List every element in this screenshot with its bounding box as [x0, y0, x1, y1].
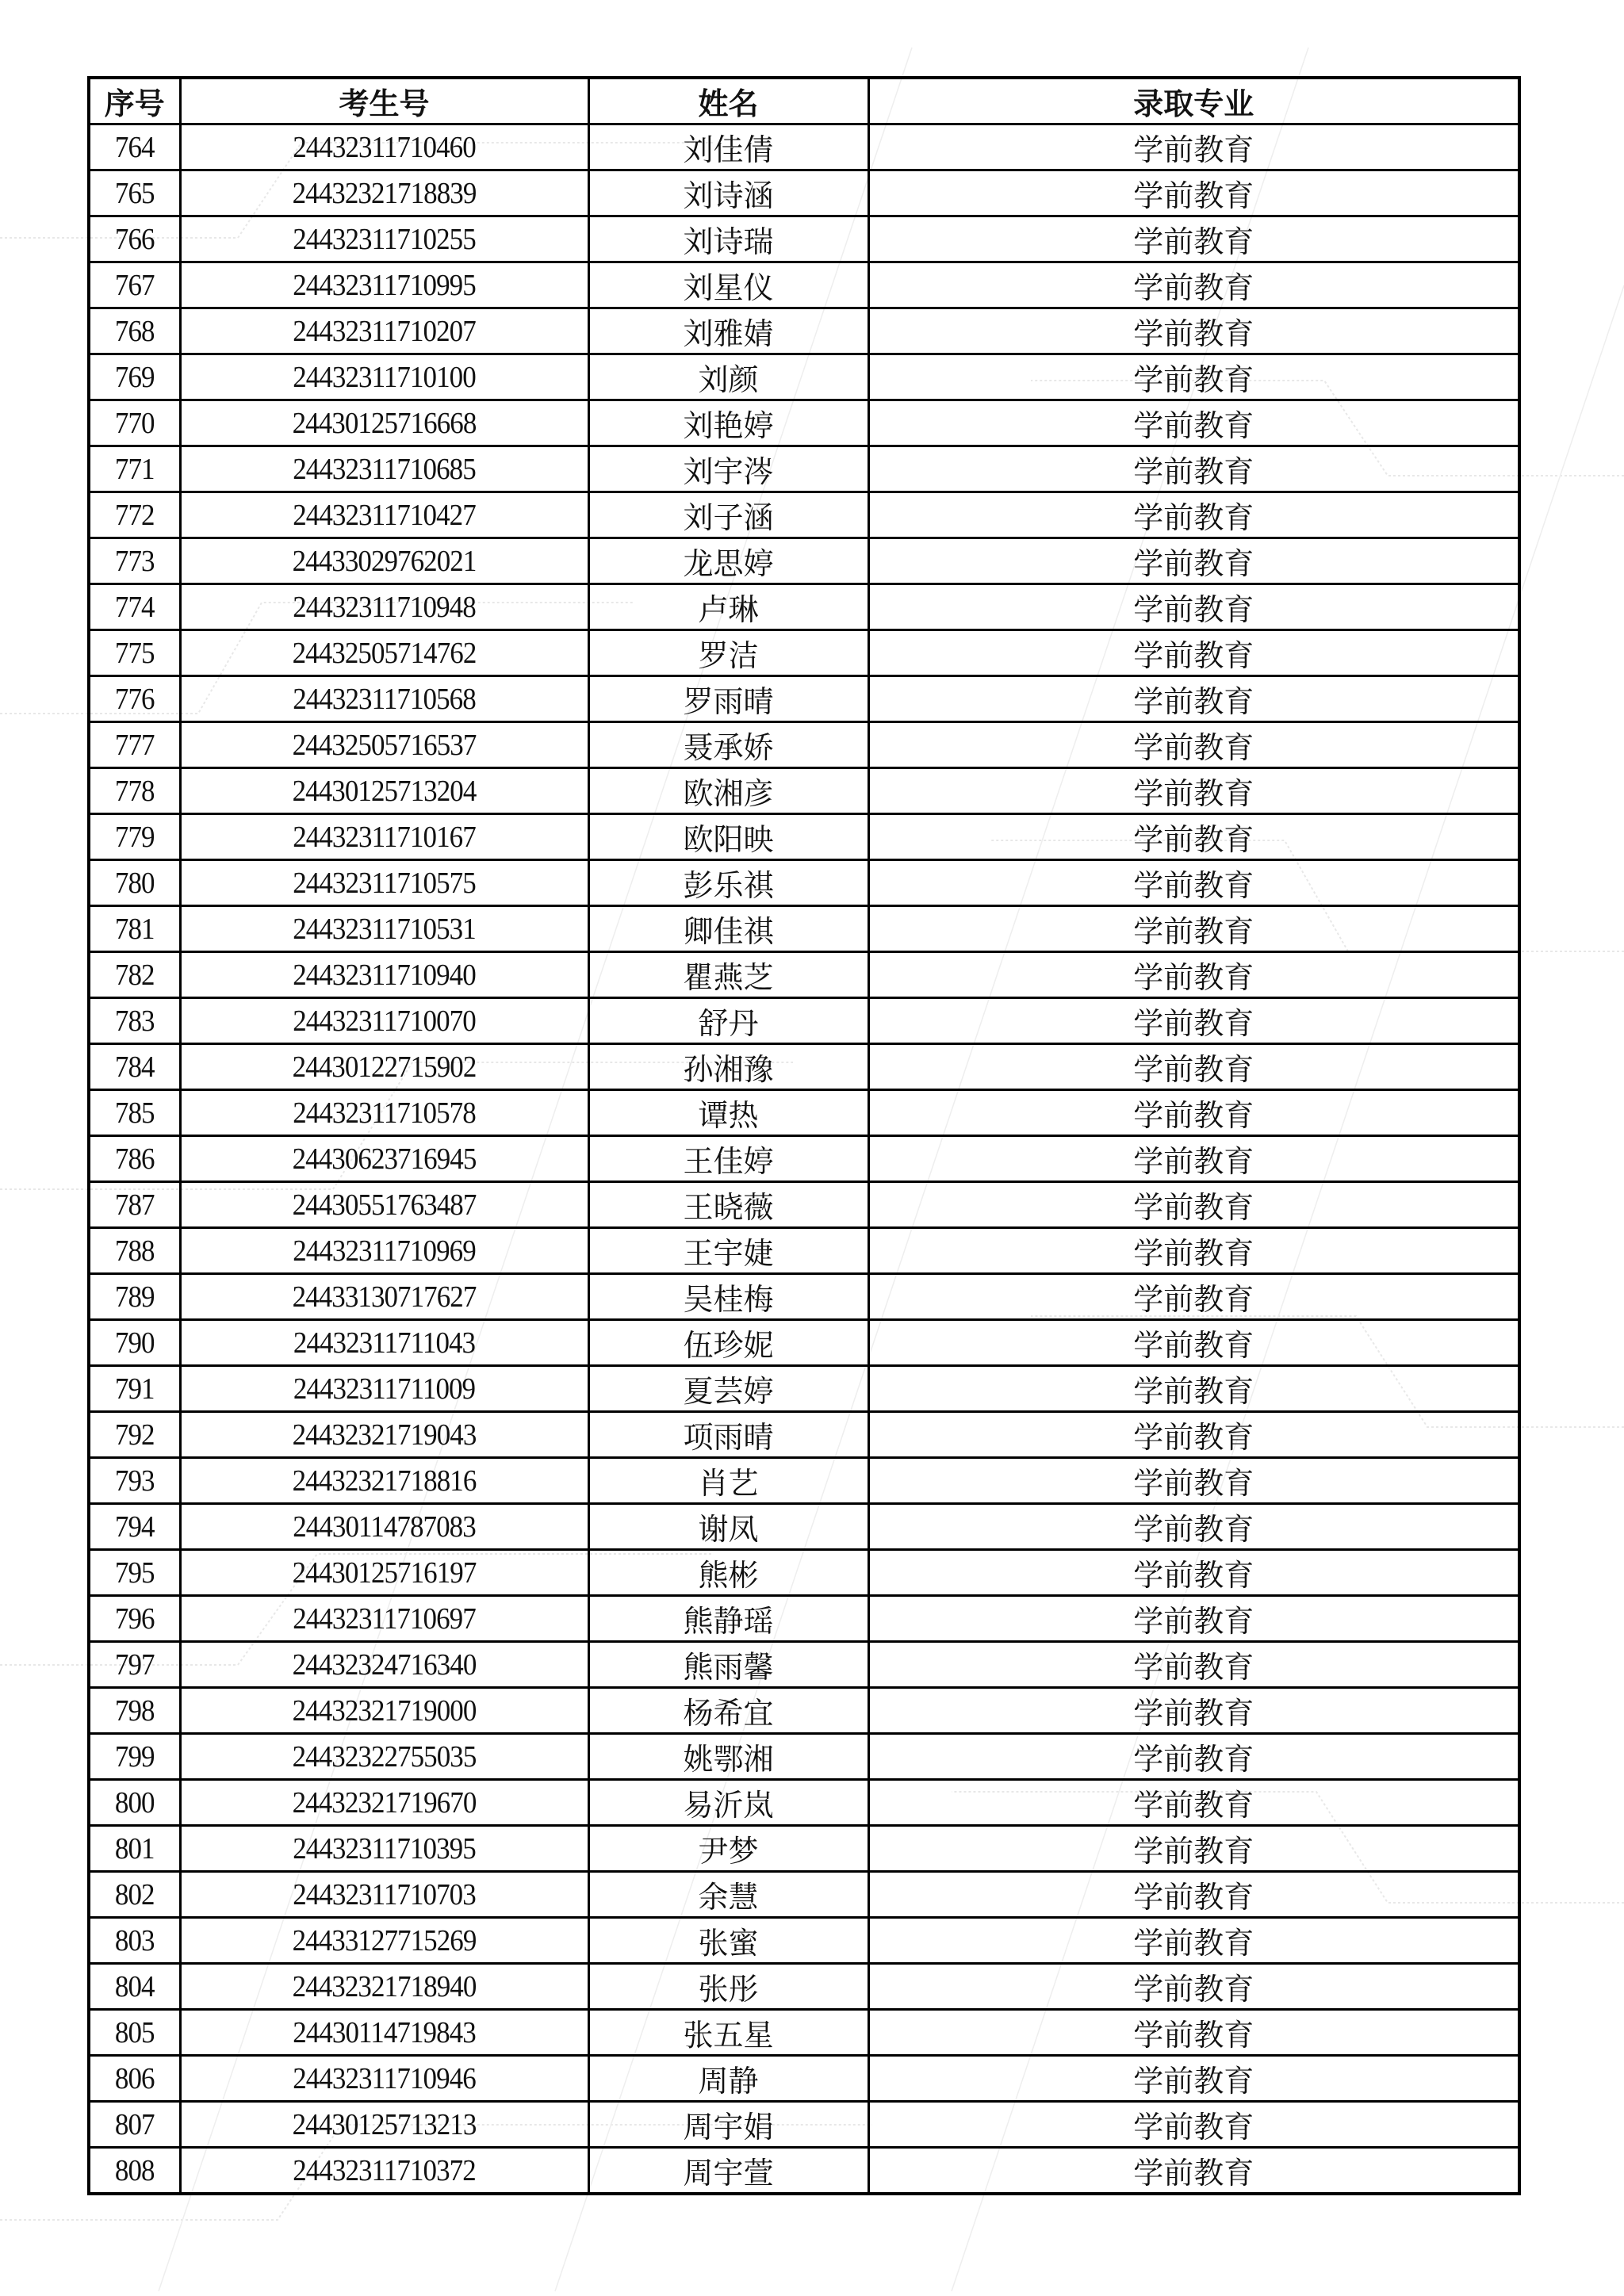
table-row: [89, 1918, 1519, 1964]
exam-id-cell: 24433127715269: [197, 1918, 573, 1964]
name-cell: 刘颜: [588, 354, 868, 400]
serial-number-cell: 780: [93, 860, 177, 906]
header-name: 姓名: [588, 78, 868, 124]
major-cell: 学前教育: [868, 1964, 1519, 2010]
serial-number-cell: 772: [93, 492, 177, 538]
name-cell: 熊雨馨: [588, 1642, 868, 1688]
exam-id-cell: 24430125716668: [197, 400, 573, 446]
exam-id-cell: 24430125713213: [197, 2102, 573, 2148]
table-row: [89, 1550, 1519, 1596]
table-row: [89, 584, 1519, 630]
name-cell: 刘艳婷: [588, 400, 868, 446]
exam-id-cell: 24430125716197: [197, 1550, 573, 1596]
name-cell: 聂承娇: [588, 722, 868, 768]
serial-number-cell: 802: [93, 1872, 177, 1918]
table-row: [89, 906, 1519, 952]
exam-id-cell: 24430122715902: [197, 1044, 573, 1090]
major-cell: 学前教育: [868, 1826, 1519, 1872]
name-cell: 熊静瑶: [588, 1596, 868, 1642]
name-cell: 王晓薇: [588, 1182, 868, 1228]
major-cell: 学前教育: [868, 768, 1519, 814]
serial-number-cell: 764: [93, 124, 177, 170]
serial-number-cell: 785: [93, 1090, 177, 1136]
table-row: [89, 2148, 1519, 2195]
major-cell: 学前教育: [868, 124, 1519, 170]
name-cell: 谭热: [588, 1090, 868, 1136]
major-cell: 学前教育: [868, 2102, 1519, 2148]
name-cell: 彭乐祺: [588, 860, 868, 906]
table-row: [89, 1734, 1519, 1780]
table-row: [89, 1090, 1519, 1136]
major-cell: 学前教育: [868, 1780, 1519, 1826]
major-cell: 学前教育: [868, 1458, 1519, 1504]
name-cell: 罗雨晴: [588, 676, 868, 722]
exam-id-cell: 24432311710460: [197, 124, 573, 170]
serial-number-cell: 784: [93, 1044, 177, 1090]
serial-number-cell: 807: [93, 2102, 177, 2148]
serial-number-cell: 808: [93, 2148, 177, 2195]
serial-number-cell: 765: [93, 170, 177, 216]
major-cell: 学前教育: [868, 354, 1519, 400]
major-cell: 学前教育: [868, 584, 1519, 630]
serial-number-cell: 795: [93, 1550, 177, 1596]
serial-number-cell: 782: [93, 952, 177, 998]
serial-number-cell: 783: [93, 998, 177, 1044]
serial-number-cell: 798: [93, 1688, 177, 1734]
major-cell: 学前教育: [868, 1366, 1519, 1412]
table-row: [89, 354, 1519, 400]
table-row: [89, 768, 1519, 814]
major-cell: 学前教育: [868, 1642, 1519, 1688]
exam-id-cell: 24432311710255: [197, 216, 573, 262]
major-cell: 学前教育: [868, 446, 1519, 492]
major-cell: 学前教育: [868, 1872, 1519, 1918]
admission-roster-table: [87, 76, 1521, 2195]
major-cell: 学前教育: [868, 170, 1519, 216]
serial-number-cell: 801: [93, 1826, 177, 1872]
table-row: [89, 538, 1519, 584]
major-cell: 学前教育: [868, 1182, 1519, 1228]
name-cell: 余慧: [588, 1872, 868, 1918]
table-row: [89, 2056, 1519, 2102]
name-cell: 卿佳祺: [588, 906, 868, 952]
name-cell: 卢琳: [588, 584, 868, 630]
major-cell: 学前教育: [868, 998, 1519, 1044]
name-cell: 欧湘彦: [588, 768, 868, 814]
serial-number-cell: 771: [93, 446, 177, 492]
name-cell: 肖艺: [588, 1458, 868, 1504]
serial-number-cell: 775: [93, 630, 177, 676]
table-row: [89, 1642, 1519, 1688]
table-row: [89, 1228, 1519, 1274]
exam-id-cell: 24432505714762: [197, 630, 573, 676]
table-row: [89, 1274, 1519, 1320]
exam-id-cell: 24433029762021: [197, 538, 573, 584]
name-cell: 尹梦: [588, 1826, 868, 1872]
exam-id-cell: 24430125713204: [197, 768, 573, 814]
table-row: [89, 492, 1519, 538]
name-cell: 王宇婕: [588, 1228, 868, 1274]
serial-number-cell: 768: [93, 308, 177, 354]
major-cell: 学前教育: [868, 1504, 1519, 1550]
table-row: [89, 400, 1519, 446]
serial-number-cell: 788: [93, 1228, 177, 1274]
serial-number-cell: 776: [93, 676, 177, 722]
table-row: [89, 722, 1519, 768]
table-row: [89, 1780, 1519, 1826]
table-row: [89, 1504, 1519, 1550]
serial-number-cell: 773: [93, 538, 177, 584]
exam-id-cell: 24432311710531: [197, 906, 573, 952]
major-cell: 学前教育: [868, 1688, 1519, 1734]
serial-number-cell: 770: [93, 400, 177, 446]
major-cell: 学前教育: [868, 906, 1519, 952]
header-exam-id: 考生号: [180, 78, 588, 124]
serial-number-cell: 806: [93, 2056, 177, 2102]
table-row: [89, 1136, 1519, 1182]
exam-id-cell: 24432311710207: [197, 308, 573, 354]
serial-number-cell: 794: [93, 1504, 177, 1550]
major-cell: 学前教育: [868, 1274, 1519, 1320]
table-row: [89, 2010, 1519, 2056]
table-row: [89, 1320, 1519, 1366]
major-cell: 学前教育: [868, 676, 1519, 722]
name-cell: 王佳婷: [588, 1136, 868, 1182]
exam-id-cell: 24432321719043: [197, 1412, 573, 1458]
major-cell: 学前教育: [868, 630, 1519, 676]
major-cell: 学前教育: [868, 1596, 1519, 1642]
table-row: [89, 1182, 1519, 1228]
name-cell: 刘诗瑞: [588, 216, 868, 262]
table-body: [89, 124, 1519, 2195]
name-cell: 张五星: [588, 2010, 868, 2056]
exam-id-cell: 24432311710427: [197, 492, 573, 538]
major-cell: 学前教育: [868, 2148, 1519, 2195]
major-cell: 学前教育: [868, 216, 1519, 262]
serial-number-cell: 799: [93, 1734, 177, 1780]
serial-number-cell: 778: [93, 768, 177, 814]
exam-id-cell: 24430114719843: [197, 2010, 573, 2056]
table-row: [89, 446, 1519, 492]
serial-number-cell: 787: [93, 1182, 177, 1228]
exam-id-cell: 24432311710568: [197, 676, 573, 722]
exam-id-cell: 24430114787083: [197, 1504, 573, 1550]
exam-id-cell: 24432321719000: [197, 1688, 573, 1734]
exam-id-cell: 24432322755035: [197, 1734, 573, 1780]
major-cell: 学前教育: [868, 1136, 1519, 1182]
major-cell: 学前教育: [868, 814, 1519, 860]
exam-id-cell: 24432311710946: [197, 2056, 573, 2102]
major-cell: 学前教育: [868, 538, 1519, 584]
serial-number-cell: 774: [93, 584, 177, 630]
table-row: [89, 814, 1519, 860]
major-cell: 学前教育: [868, 492, 1519, 538]
table-row: [89, 1044, 1519, 1090]
table-row: [89, 308, 1519, 354]
exam-id-cell: 24432321718816: [197, 1458, 573, 1504]
exam-id-cell: 24432311710575: [197, 860, 573, 906]
name-cell: 姚鄂湘: [588, 1734, 868, 1780]
table-row: [89, 998, 1519, 1044]
exam-id-cell: 24430623716945: [197, 1136, 573, 1182]
exam-id-cell: 24432311710070: [197, 998, 573, 1044]
serial-number-cell: 790: [93, 1320, 177, 1366]
name-cell: 刘诗涵: [588, 170, 868, 216]
table-row: [89, 1688, 1519, 1734]
exam-id-cell: 24433130717627: [197, 1274, 573, 1320]
serial-number-cell: 792: [93, 1412, 177, 1458]
table-row: [89, 630, 1519, 676]
serial-number-cell: 777: [93, 722, 177, 768]
exam-id-cell: 24432311710685: [197, 446, 573, 492]
name-cell: 舒丹: [588, 998, 868, 1044]
exam-id-cell: 24432321718940: [197, 1964, 573, 2010]
exam-id-cell: 24432324716340: [197, 1642, 573, 1688]
serial-number-cell: 789: [93, 1274, 177, 1320]
table-row: [89, 1366, 1519, 1412]
name-cell: 周静: [588, 2056, 868, 2102]
table-row: [89, 1826, 1519, 1872]
major-cell: 学前教育: [868, 308, 1519, 354]
name-cell: 罗洁: [588, 630, 868, 676]
header-serial-number: 序号: [89, 78, 180, 124]
serial-number-cell: 805: [93, 2010, 177, 2056]
serial-number-cell: 804: [93, 1964, 177, 2010]
table-header-row: [89, 78, 1519, 124]
table-row: [89, 216, 1519, 262]
major-cell: 学前教育: [868, 1734, 1519, 1780]
exam-id-cell: 24432311710578: [197, 1090, 573, 1136]
name-cell: 夏芸婷: [588, 1366, 868, 1412]
serial-number-cell: 793: [93, 1458, 177, 1504]
exam-id-cell: 24432311710372: [197, 2148, 573, 2195]
name-cell: 吴桂梅: [588, 1274, 868, 1320]
major-cell: 学前教育: [868, 722, 1519, 768]
serial-number-cell: 779: [93, 814, 177, 860]
major-cell: 学前教育: [868, 1044, 1519, 1090]
table-row: [89, 1458, 1519, 1504]
major-cell: 学前教育: [868, 262, 1519, 308]
table-row: [89, 1412, 1519, 1458]
serial-number-cell: 797: [93, 1642, 177, 1688]
name-cell: 刘宇涔: [588, 446, 868, 492]
name-cell: 孙湘豫: [588, 1044, 868, 1090]
serial-number-cell: 767: [93, 262, 177, 308]
name-cell: 项雨晴: [588, 1412, 868, 1458]
serial-number-cell: 791: [93, 1366, 177, 1412]
major-cell: 学前教育: [868, 1320, 1519, 1366]
exam-id-cell: 24432311710940: [197, 952, 573, 998]
table-row: [89, 1964, 1519, 2010]
major-cell: 学前教育: [868, 2010, 1519, 2056]
name-cell: 张蜜: [588, 1918, 868, 1964]
major-cell: 学前教育: [868, 1228, 1519, 1274]
serial-number-cell: 800: [93, 1780, 177, 1826]
name-cell: 周宇娟: [588, 2102, 868, 2148]
name-cell: 张彤: [588, 1964, 868, 2010]
major-cell: 学前教育: [868, 400, 1519, 446]
name-cell: 谢凤: [588, 1504, 868, 1550]
table-row: [89, 262, 1519, 308]
exam-id-cell: 24432311711043: [197, 1320, 573, 1366]
table-row: [89, 860, 1519, 906]
exam-id-cell: 24432321718839: [197, 170, 573, 216]
table-row: [89, 1872, 1519, 1918]
name-cell: 伍珍妮: [588, 1320, 868, 1366]
exam-id-cell: 24432311710697: [197, 1596, 573, 1642]
name-cell: 刘子涵: [588, 492, 868, 538]
table-row: [89, 170, 1519, 216]
major-cell: 学前教育: [868, 1550, 1519, 1596]
serial-number-cell: 781: [93, 906, 177, 952]
exam-id-cell: 24432311710167: [197, 814, 573, 860]
name-cell: 易沂岚: [588, 1780, 868, 1826]
table-row: [89, 676, 1519, 722]
name-cell: 刘星仪: [588, 262, 868, 308]
name-cell: 杨希宜: [588, 1688, 868, 1734]
name-cell: 熊彬: [588, 1550, 868, 1596]
major-cell: 学前教育: [868, 2056, 1519, 2102]
exam-id-cell: 24432311710100: [197, 354, 573, 400]
major-cell: 学前教育: [868, 952, 1519, 998]
name-cell: 龙思婷: [588, 538, 868, 584]
serial-number-cell: 796: [93, 1596, 177, 1642]
name-cell: 欧阳映: [588, 814, 868, 860]
major-cell: 学前教育: [868, 860, 1519, 906]
serial-number-cell: 786: [93, 1136, 177, 1182]
table-row: [89, 2102, 1519, 2148]
name-cell: 瞿燕芝: [588, 952, 868, 998]
serial-number-cell: 769: [93, 354, 177, 400]
exam-id-cell: 24432311710995: [197, 262, 573, 308]
table-row: [89, 952, 1519, 998]
exam-id-cell: 24432505716537: [197, 722, 573, 768]
exam-id-cell: 24430551763487: [197, 1182, 573, 1228]
exam-id-cell: 24432311710948: [197, 584, 573, 630]
exam-id-cell: 24432321719670: [197, 1780, 573, 1826]
name-cell: 刘佳倩: [588, 124, 868, 170]
exam-id-cell: 24432311711009: [197, 1366, 573, 1412]
name-cell: 刘雅婧: [588, 308, 868, 354]
name-cell: 周宇萱: [588, 2148, 868, 2195]
major-cell: 学前教育: [868, 1918, 1519, 1964]
header-major: 录取专业: [868, 78, 1519, 124]
exam-id-cell: 24432311710395: [197, 1826, 573, 1872]
serial-number-cell: 766: [93, 216, 177, 262]
table-row: [89, 124, 1519, 170]
exam-id-cell: 24432311710703: [197, 1872, 573, 1918]
major-cell: 学前教育: [868, 1090, 1519, 1136]
table-row: [89, 1596, 1519, 1642]
exam-id-cell: 24432311710969: [197, 1228, 573, 1274]
major-cell: 学前教育: [868, 1412, 1519, 1458]
serial-number-cell: 803: [93, 1918, 177, 1964]
